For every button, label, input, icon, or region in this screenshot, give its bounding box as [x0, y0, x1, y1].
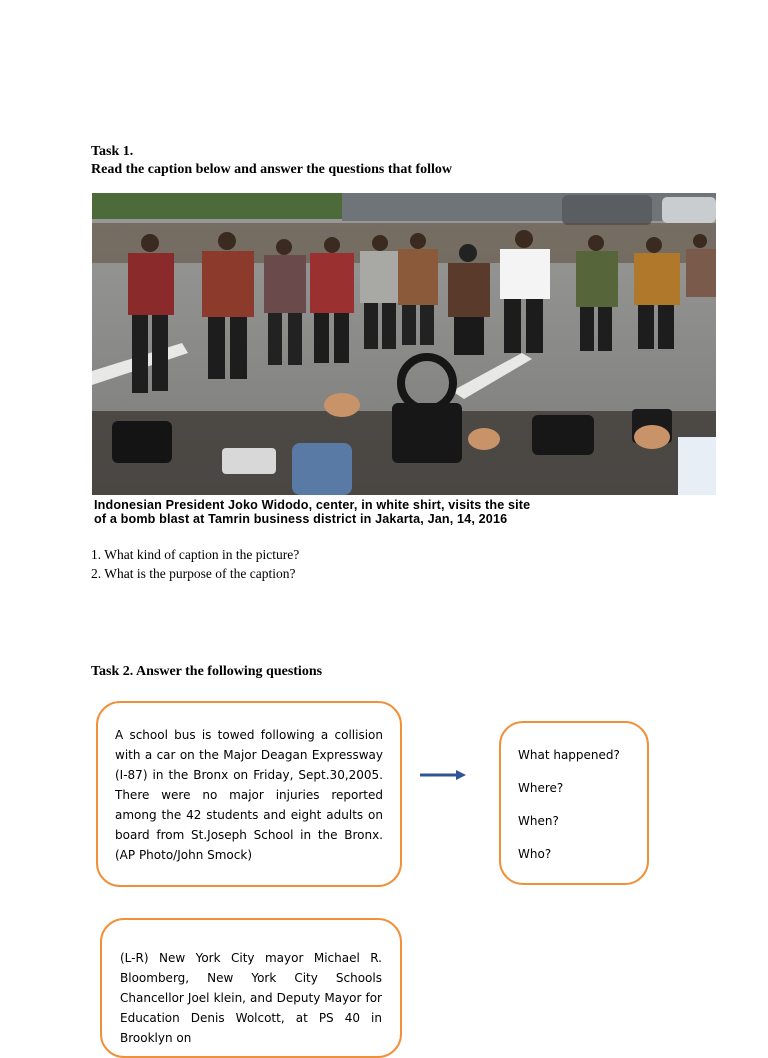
task1-instruction: Read the caption below and answer the questions that follow [91, 162, 453, 177]
caption-text-school-bus: A school bus is towed following a collision with a car on the Major Deagan Expressway (I-87) in the Bronx on Friday, Sept.30,2005. There were no major injuries reported among the 42 students and eight adults on board from St.Joseph School in the Bronx. (AP Photo/John Smock) [115, 728, 383, 862]
caption-box-nyc-mayor [100, 918, 402, 1058]
task1-title: Task 1. [91, 144, 134, 159]
prompt-what-happened: What happened? [518, 748, 620, 762]
prompt-who: Who? [518, 847, 552, 861]
prompt-where: Where? [518, 781, 564, 795]
task2-title: Task 2. Answer the following questions [91, 664, 323, 679]
prompt-when: When? [518, 814, 559, 828]
photo-caption-line-2: of a bomb blast at Tamrin business district in Jakarta, Jan, 14, 2016 [94, 512, 508, 526]
questions-box [499, 721, 649, 885]
photo-caption [94, 498, 718, 526]
photo-caption-line-1: Indonesian President Joko Widodo, center, in white shirt, visits the site [94, 498, 531, 512]
arrow-right-icon [418, 768, 468, 782]
news-photo-illustration [92, 193, 716, 495]
caption-text-nyc-mayor: (L-R) New York City mayor Michael R. Bloomberg, New York City Schools Chancellor Joel klein, and Deputy Mayor for Education Denis Wolcott, at PS 40 in Brooklyn on [120, 951, 382, 1045]
news-photo [92, 193, 716, 495]
question-1: 1. What kind of caption in the picture? [91, 547, 300, 562]
question-2: 2. What is the purpose of the caption? [91, 566, 296, 581]
task1-questions [91, 545, 299, 583]
caption-box-school-bus [96, 701, 402, 887]
